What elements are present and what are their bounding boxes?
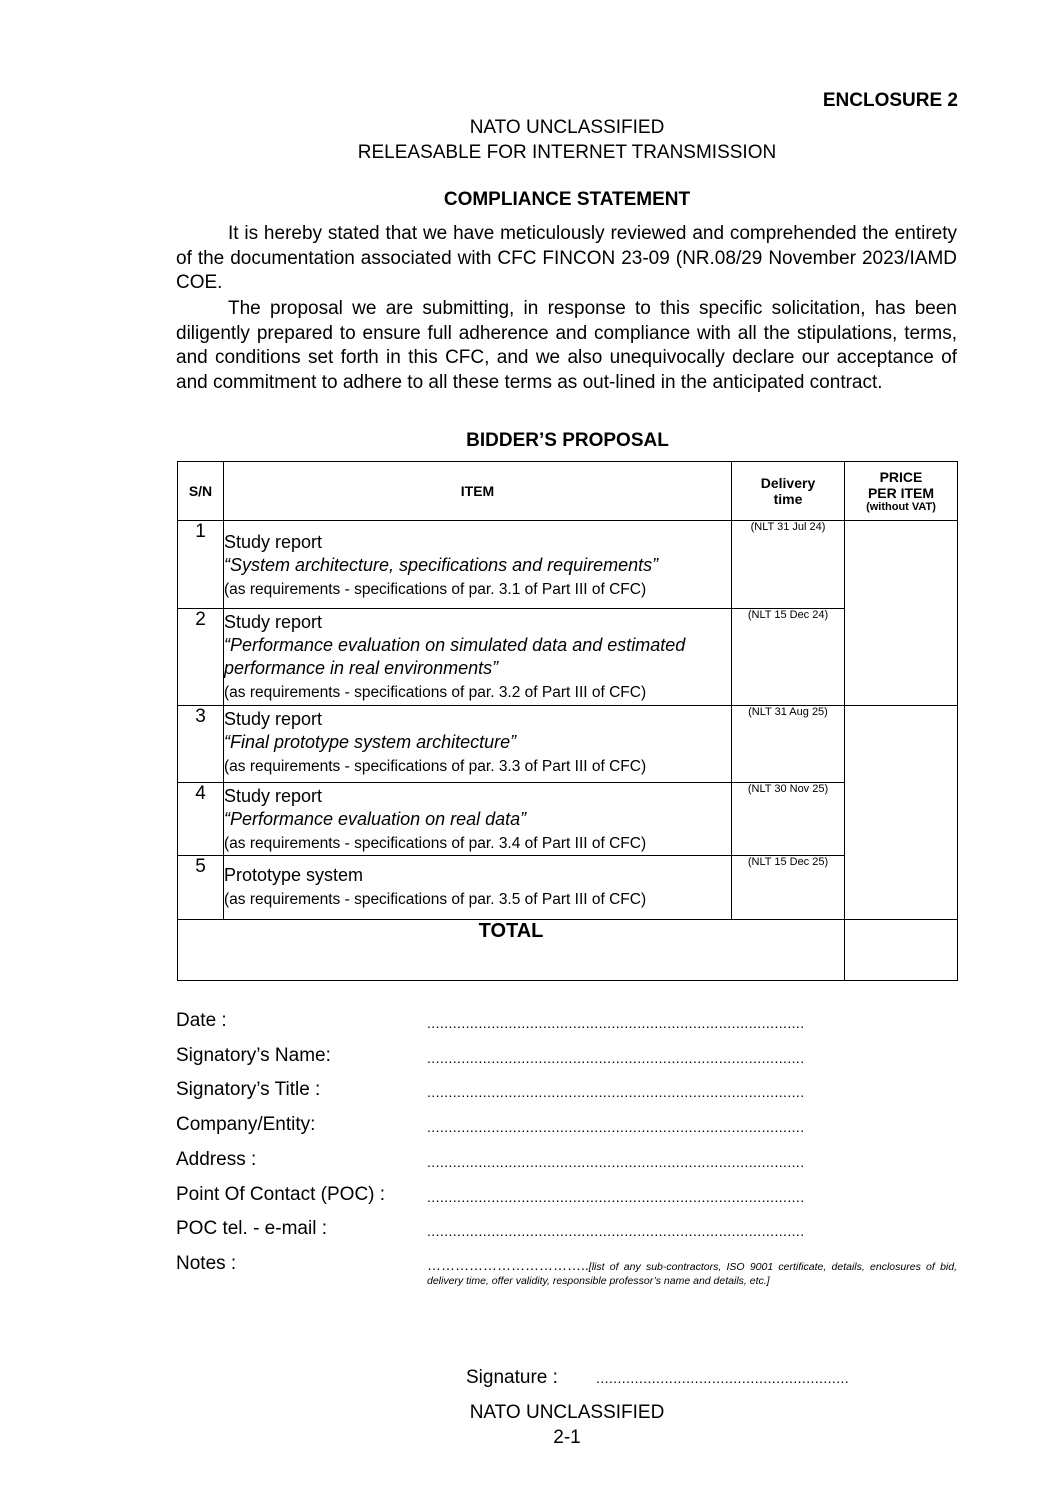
row-sn: 1: [178, 521, 224, 609]
compliance-paragraph-1: It is hereby stated that we have meticulously reviewed and comprehended the entirety of the documentation associated with CFC FINCON 23-09 (NR.08/29 November 2023/IAMD COE.: [176, 223, 957, 293]
row-requirement: (as requirements - specifications of par. 3.5 of Part III of CFC): [224, 891, 647, 908]
row-delivery: (NLT 31 Jul 24): [732, 521, 845, 609]
page-number: 2-1: [553, 1427, 581, 1448]
row-requirement: (as requirements - specifications of par. 3.2 of Part III of CFC): [224, 684, 647, 701]
header-price-line2: PER ITEM: [867, 485, 935, 501]
row-requirement: (as requirements - specifications of par. 3.3 of Part III of CFC): [224, 758, 647, 775]
row-delivery: (NLT 15 Dec 25): [732, 856, 845, 920]
row-price-cell: [845, 521, 958, 706]
row-sn: 4: [178, 783, 224, 856]
signatory-title-field[interactable]: ........................................................................................: [427, 1084, 805, 1100]
row-price-cell: [845, 706, 958, 920]
notes-dots: ……………………………..: [427, 1257, 589, 1273]
row-item: [224, 783, 732, 856]
header-delivery-line2: time: [773, 491, 803, 507]
enclosure-label: ENCLOSURE 2: [822, 90, 958, 111]
address-label: Address :: [176, 1149, 257, 1170]
date-field[interactable]: ........................................................................................: [427, 1015, 805, 1031]
header-sn: S/N: [178, 462, 224, 521]
table-row: [178, 856, 958, 920]
compliance-paragraph-2: The proposal we are submitting, in response to this specific solicitation, has been diligently prepared to ensure full adherence and compliance with all the stipulations, terms, and conditions set forth in this CFC, and we also unequivocally declare our acceptance of and commitment to adhere to all these terms as out-lined in the anticipated contract.: [176, 298, 957, 393]
poc-label: Point Of Contact (POC) :: [176, 1184, 386, 1205]
signatory-name-label: Signatory’s Name:: [176, 1045, 331, 1066]
row-requirement: (as requirements - specifications of par. 3.1 of Part III of CFC): [224, 581, 647, 598]
row-requirement: (as requirements - specifications of par. 3.4 of Part III of CFC): [224, 835, 647, 852]
table-row: [178, 783, 958, 856]
signatory-name-field[interactable]: ........................................................................................: [427, 1050, 805, 1066]
header-delivery-line1: Delivery: [760, 475, 816, 491]
company-label: Company/Entity:: [176, 1114, 316, 1135]
header-price-line1: PRICE: [879, 469, 923, 485]
notes-hint: [list of any sub-contractors, ISO 9001 certificate, details, enclosures of bid, delivery time, offer validity, responsible professor’s name and details, etc.]: [427, 1261, 957, 1287]
total-label: TOTAL: [178, 920, 845, 981]
proposal-title: BIDDER’S PROPOSAL: [466, 430, 669, 451]
address-field[interactable]: ........................................................................................: [427, 1154, 805, 1170]
releasable-header: RELEASABLE FOR INTERNET TRANSMISSION: [357, 142, 777, 163]
table-row: [178, 706, 958, 783]
row-sn: 5: [178, 856, 224, 920]
header-price: [845, 462, 958, 521]
row-delivery: (NLT 31 Aug 25): [732, 706, 845, 783]
poc-field[interactable]: ........................................................................................: [427, 1189, 805, 1205]
signature-field[interactable]: ...........................................................: [596, 1370, 850, 1386]
table-row: [178, 521, 958, 609]
total-price-cell: [845, 920, 958, 981]
row-sn: 2: [178, 609, 224, 706]
table-row: [178, 609, 958, 706]
classification-footer: NATO UNCLASSIFIED: [469, 1402, 665, 1423]
signature-label: Signature :: [466, 1367, 558, 1388]
signatory-title-label: Signatory’s Title :: [176, 1079, 321, 1100]
header-price-note: (without VAT): [866, 501, 936, 513]
row-type: Study report: [224, 532, 323, 552]
poc-contact-label: POC tel. - e-mail :: [176, 1218, 327, 1239]
header-item: ITEM: [224, 462, 732, 521]
classification-header: NATO UNCLASSIFIED: [469, 117, 665, 138]
row-subtitle: “Performance evaluation on simulated data and estimated performance in real environments”: [224, 635, 686, 678]
row-type: Study report: [224, 709, 323, 729]
poc-contact-field[interactable]: ........................................................................................: [427, 1223, 805, 1239]
notes-field[interactable]: [427, 1258, 957, 1288]
row-item: [224, 521, 732, 609]
row-subtitle: “Performance evaluation on real data”: [224, 809, 527, 829]
row-item: [224, 609, 732, 706]
notes-label: Notes :: [176, 1253, 237, 1274]
row-type: Study report: [224, 786, 323, 806]
bidders-proposal-table: [177, 461, 958, 981]
row-subtitle: “Final prototype system architecture”: [224, 732, 517, 752]
row-delivery: (NLT 30 Nov 25): [732, 783, 845, 856]
row-item: [224, 856, 732, 920]
header-delivery: [732, 462, 845, 521]
row-type: Prototype system: [224, 865, 364, 885]
company-field[interactable]: ........................................................................................: [427, 1119, 805, 1135]
total-row: [178, 920, 958, 981]
row-type: Study report: [224, 612, 323, 632]
row-sn: 3: [178, 706, 224, 783]
row-item: [224, 706, 732, 783]
date-label: Date :: [176, 1010, 227, 1031]
row-subtitle: “System architecture, specifications and requirements”: [224, 555, 659, 575]
table-header-row: [178, 462, 958, 521]
compliance-title: COMPLIANCE STATEMENT: [443, 189, 691, 210]
row-delivery: (NLT 15 Dec 24): [732, 609, 845, 706]
